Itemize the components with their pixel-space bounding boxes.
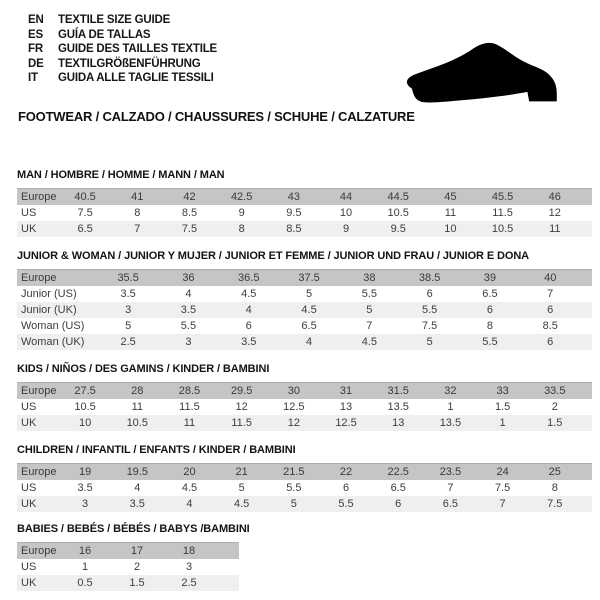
language-row: [28, 13, 217, 28]
row-label: Woman (US): [21, 320, 85, 332]
row-label: UK: [21, 498, 37, 510]
size-cell: 8: [134, 207, 141, 219]
size-cell: 45.5: [491, 191, 514, 203]
size-cell: 0.5: [77, 577, 93, 589]
size-cell: 7.5: [494, 482, 511, 494]
size-cell: 42: [183, 191, 196, 203]
size-cell: 3: [185, 561, 193, 573]
size-cell: 6.5: [442, 498, 459, 510]
size-cell: 46: [548, 191, 561, 203]
size-cell: 19.5: [126, 466, 148, 478]
size-cell: 43: [287, 191, 300, 203]
size-cell: 22: [339, 466, 353, 478]
size-cell: 7: [134, 223, 141, 235]
table-row: [17, 302, 592, 318]
size-cell: 36.5: [238, 272, 260, 284]
size-cell: 2.5: [120, 336, 136, 348]
table-row: [17, 286, 592, 302]
size-cell: 36: [182, 272, 195, 284]
size-table-junior-woman: [17, 269, 592, 350]
size-cell: 4.5: [301, 304, 317, 316]
size-cell: 21.5: [283, 466, 305, 478]
row-label: Junior (UK): [21, 304, 77, 316]
size-cell: 25: [548, 466, 561, 478]
size-cell: 38.5: [418, 272, 441, 284]
section-title: BABIES / BEBÉS / BÉBÉS / BABYS /BAMBINI: [17, 523, 250, 535]
size-cell: 45: [444, 191, 457, 203]
size-cell: 12.5: [283, 401, 305, 413]
size-cell: 9.5: [286, 207, 302, 219]
size-cell: 23.5: [439, 466, 462, 478]
table-row: [17, 269, 592, 286]
size-table-man: [17, 188, 592, 237]
row-label: US: [21, 561, 37, 573]
row-label: Europe: [21, 545, 57, 557]
size-cell: 6: [245, 320, 252, 332]
size-table-children: [17, 463, 592, 512]
size-cell: 8.5: [181, 207, 198, 219]
row-label: Europe: [21, 272, 57, 284]
size-cell: 5: [290, 498, 297, 510]
size-cell: 5.5: [361, 288, 377, 300]
size-cell: 40: [544, 272, 557, 284]
size-cell: 4: [134, 482, 141, 494]
size-cell: 33: [496, 385, 509, 397]
size-cell: 10: [78, 417, 92, 429]
size-table-kids: [17, 382, 592, 431]
size-cell: 13.5: [387, 401, 409, 413]
category-title: FOOTWEAR / CALZADO / CHAUSSURES / SCHUHE / CALZATURE: [18, 109, 415, 124]
size-cell: 6.5: [482, 288, 498, 300]
size-cell: 13: [392, 417, 405, 429]
language-code: FR: [28, 43, 43, 56]
size-cell: 3.5: [180, 304, 197, 316]
size-cell: 39: [483, 272, 497, 284]
size-cell: 3: [185, 336, 192, 348]
row-label: Europe: [21, 385, 57, 397]
size-cell: 1.5: [494, 401, 511, 413]
row-label: Europe: [21, 466, 57, 478]
row-label: Europe: [21, 191, 57, 203]
section-title: JUNIOR & WOMAN / JUNIOR Y MUJER / JUNIOR ET FEMME / JUNIOR UND FRAU / JUNIOR E DONA: [17, 250, 530, 262]
table-row: [17, 334, 592, 350]
row-label: US: [21, 401, 37, 413]
size-cell: 10.5: [387, 207, 409, 219]
size-cell: 1.5: [547, 417, 563, 429]
size-cell: 5: [366, 304, 373, 316]
size-cell: 4.5: [361, 336, 377, 348]
size-cell: 8.5: [542, 320, 558, 332]
row-label: UK: [21, 417, 37, 429]
size-cell: 5: [426, 336, 433, 348]
size-cell: 12: [287, 417, 300, 429]
size-cell: 6: [547, 304, 554, 316]
row-label: UK: [21, 577, 37, 589]
size-cell: 11: [444, 207, 457, 219]
section-children: [17, 444, 592, 512]
section-babies: [17, 523, 250, 591]
table-row: [17, 318, 592, 334]
size-cell: 32: [444, 385, 457, 397]
row-label: US: [21, 207, 37, 219]
size-cell: 42.5: [230, 191, 253, 203]
language-code: ES: [28, 28, 43, 41]
size-cell: 4: [245, 304, 252, 316]
size-cell: 28: [131, 385, 144, 397]
table-row: [17, 221, 592, 237]
size-cell: 8: [238, 223, 245, 235]
table-row: [17, 496, 592, 512]
size-cell: 9: [238, 207, 245, 219]
language-row: [28, 57, 217, 72]
size-cell: 41: [131, 191, 144, 203]
table-row: [17, 542, 239, 559]
size-cell: 6: [426, 288, 433, 300]
size-cell: 6.5: [301, 320, 317, 332]
size-cell: 1.5: [129, 577, 145, 589]
size-cell: 20: [183, 466, 196, 478]
row-label: Woman (UK): [21, 336, 85, 348]
size-cell: 13: [339, 401, 353, 413]
size-cell: 6.5: [390, 482, 406, 494]
size-cell: 11: [183, 417, 196, 429]
size-cell: 3.5: [120, 288, 136, 300]
size-cell: 8: [551, 482, 558, 494]
table-row: [17, 382, 592, 399]
size-cell: 22.5: [387, 466, 409, 478]
size-cell: 11: [549, 223, 561, 235]
size-cell: 4.5: [181, 482, 198, 494]
section-title: MAN / HOMBRE / HOMME / MANN / MAN: [17, 169, 225, 181]
size-cell: 9: [342, 223, 350, 235]
size-cell: 7.5: [77, 207, 93, 219]
guide-title-en: TEXTILE SIZE GUIDE: [58, 14, 171, 26]
size-cell: 18: [182, 545, 196, 557]
size-table-babies: [17, 542, 239, 591]
language-code: IT: [28, 72, 38, 85]
size-cell: 9.5: [390, 223, 406, 235]
size-cell: 7: [499, 498, 506, 510]
language-row: [28, 71, 217, 86]
size-cell: 19: [78, 466, 92, 478]
size-cell: 44.5: [387, 191, 409, 203]
table-row: [17, 205, 592, 221]
guide-title-fr: GUIDE DES TAILLES TEXTILE: [58, 43, 217, 56]
table-row: [17, 480, 592, 496]
size-cell: 6: [395, 498, 402, 510]
guide-title-es: GUÍA DE TALLAS: [58, 28, 151, 41]
size-cell: 12.5: [335, 417, 357, 429]
size-cell: 11.5: [231, 417, 252, 429]
size-cell: 13.5: [439, 417, 462, 429]
section-title: CHILDREN / INFANTIL / ENFANTS / KINDER / BAMBINI: [17, 444, 296, 456]
size-cell: 38: [363, 272, 376, 284]
size-cell: 1: [447, 401, 454, 413]
size-cell: 7: [547, 288, 554, 300]
size-cell: 17: [130, 545, 144, 557]
size-cell: 5.5: [421, 304, 438, 316]
language-row: [28, 28, 217, 43]
size-cell: 10: [444, 223, 457, 235]
guide-title-de: TEXTILGRÖßENFÜHRUNG: [58, 57, 201, 70]
size-cell: 37.5: [298, 272, 320, 284]
size-cell: 5.5: [180, 320, 197, 332]
size-cell: 3: [125, 304, 132, 316]
size-cell: 7: [366, 320, 373, 332]
language-list: [28, 13, 217, 86]
size-cell: 10.5: [74, 401, 96, 413]
size-cell: 5: [125, 320, 132, 332]
size-cell: 29.5: [230, 385, 253, 397]
size-cell: 2: [133, 561, 141, 573]
table-row: [17, 559, 239, 575]
language-row: [28, 42, 217, 57]
size-cell: 3.5: [129, 498, 145, 510]
section-junior-woman: [17, 250, 592, 350]
size-cell: 30: [287, 385, 300, 397]
size-cell: 1: [499, 417, 506, 429]
size-cell: 4: [185, 288, 192, 300]
size-cell: 24: [496, 466, 509, 478]
language-code: DE: [28, 57, 44, 70]
dress-shoe-icon: [397, 28, 575, 110]
size-cell: 4.5: [234, 498, 250, 510]
size-cell: 6.5: [77, 223, 93, 235]
size-cell: 6: [342, 482, 350, 494]
size-cell: 4.5: [241, 288, 257, 300]
size-cell: 7.5: [181, 223, 198, 235]
size-cell: 12: [235, 401, 248, 413]
table-row: [17, 415, 592, 431]
table-row: [17, 575, 239, 591]
size-cell: 5.5: [338, 498, 354, 510]
size-cell: 1: [81, 561, 89, 573]
language-code: EN: [28, 14, 44, 26]
size-cell: 4: [186, 498, 193, 510]
size-cell: 5.5: [482, 336, 498, 348]
row-label: Junior (US): [21, 288, 77, 300]
size-cell: 10: [339, 207, 353, 219]
section-kids: [17, 363, 592, 431]
size-cell: 6: [486, 304, 493, 316]
size-cell: 21: [235, 466, 248, 478]
size-cell: 2.5: [181, 577, 197, 589]
section-title: KIDS / NIÑOS / DES GAMINS / KINDER / BAMBINI: [17, 363, 270, 375]
size-cell: 7.5: [547, 498, 563, 510]
row-label: US: [21, 482, 37, 494]
size-cell: 5: [305, 288, 313, 300]
size-cell: 31: [339, 385, 353, 397]
guide-title-it: GUIDA ALLE TAGLIE TESSILI: [58, 72, 214, 85]
size-cell: 35.5: [117, 272, 139, 284]
size-cell: 2: [551, 401, 558, 413]
size-cell: 12: [548, 207, 561, 219]
size-cell: 10.5: [491, 223, 514, 235]
size-cell: 33.5: [544, 385, 566, 397]
size-cell: 28.5: [178, 385, 201, 397]
size-cell: 7.5: [421, 320, 438, 332]
table-row: [17, 399, 592, 415]
size-cell: 3: [82, 498, 89, 510]
size-cell: 8: [486, 320, 493, 332]
size-cell: 5: [238, 482, 245, 494]
size-cell: 5.5: [286, 482, 302, 494]
size-cell: 10.5: [126, 417, 148, 429]
size-cell: 16: [78, 545, 92, 557]
size-cell: 27.5: [74, 385, 96, 397]
size-cell: 11.5: [179, 401, 200, 413]
size-cell: 8.5: [286, 223, 302, 235]
table-row: [17, 463, 592, 480]
size-cell: 31.5: [387, 385, 409, 397]
size-cell: 11.5: [492, 207, 513, 219]
size-cell: 6: [547, 336, 554, 348]
row-label: UK: [21, 223, 37, 235]
table-row: [17, 188, 592, 205]
section-man: [17, 169, 592, 237]
size-cell: 3.5: [77, 482, 93, 494]
size-cell: 3.5: [241, 336, 257, 348]
size-cell: 40.5: [74, 191, 96, 203]
size-cell: 4: [305, 336, 313, 348]
size-cell: 44: [339, 191, 353, 203]
size-cell: 7: [447, 482, 454, 494]
size-cell: 11: [131, 401, 143, 413]
